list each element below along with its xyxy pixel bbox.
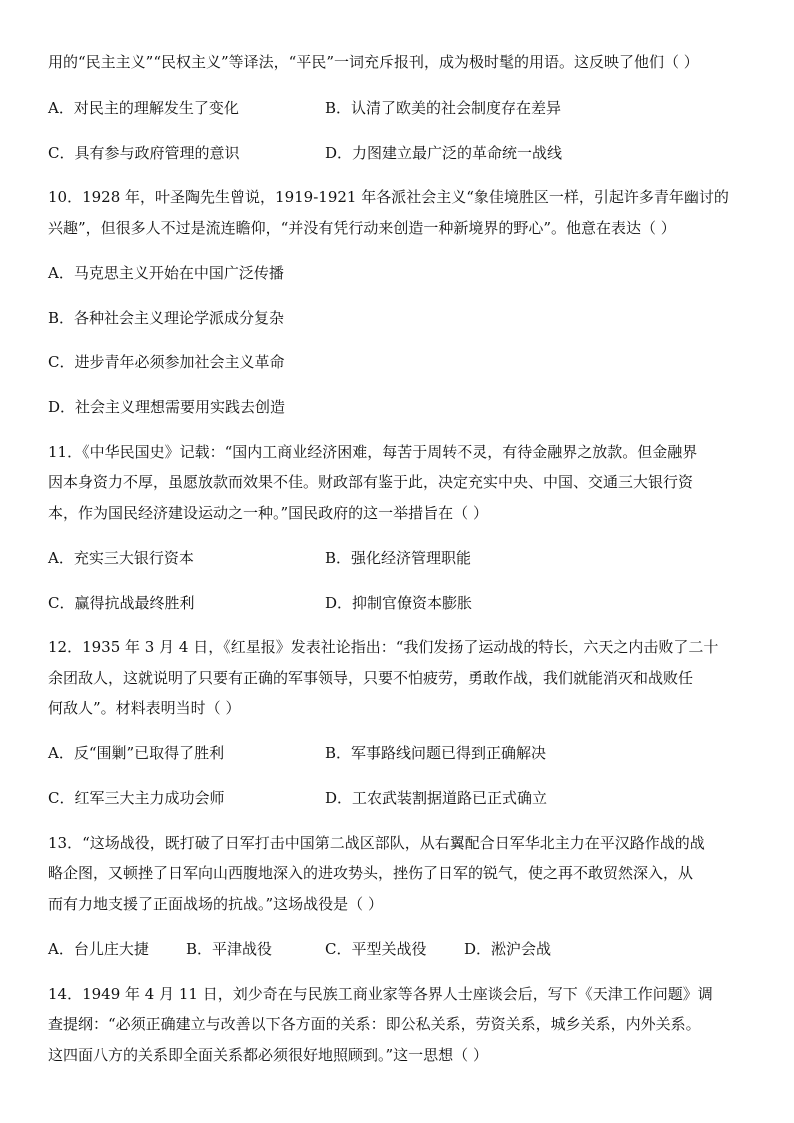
q9-stem-line: 用的“民主主义”“民权主义”等译法，“平民”一词充斥报刊，成为极时髦的用语。这反映了他们（ ）: [48, 53, 699, 71]
q12-stem-line-1: 12．1935 年 3 月 4 日，《红星报》发表社论指出：“我们发扬了运动战的特长，六天之内击败了二十: [48, 638, 719, 656]
q13-option-d[interactable]: D．淞沪会战: [464, 940, 552, 958]
q11-stem-line-1: 11．《中华民国史》记载：“国内工商业经济困难，每苦于周转不灵，有待金融界之放款。但金融界: [48, 443, 698, 461]
q9-option-c[interactable]: C．具有参与政府管理的意识: [48, 144, 240, 162]
q14-stem-line-2: 查提纲：“必须正确建立与改善以下各方面的关系：即公私关系，劳资关系，城乡关系，内外关系。: [48, 1015, 701, 1033]
q12-option-d[interactable]: D．工农武装割据道路已正式确立: [325, 789, 548, 807]
q11-stem-line-3: 本，作为国民经济建设运动之一种。”国民政府的这一举措旨在（ ）: [48, 504, 488, 522]
q11-option-c[interactable]: C．赢得抗战最终胜利: [48, 594, 195, 612]
q12-stem-line-2: 余团敌人，这就说明了只要有正确的军事领导，只要不怕疲劳，勇敢作战，我们就能消灭和战败任: [48, 669, 694, 687]
q13-stem-line-1: 13．“这场战役，既打破了日军打击中国第二战区部队，从右翼配合日军华北主力在平汉路作战的战: [48, 834, 705, 852]
q10-option-c[interactable]: C．进步青年必须参加社会主义革命: [48, 353, 285, 371]
q9-option-d[interactable]: D．力图建立最广泛的革命统一战线: [325, 144, 563, 162]
q13-stem-line-2: 略企图，又顿挫了日军向山西腹地深入的进攻势头，挫伤了日军的锐气，使之再不敢贸然深入，从: [48, 864, 694, 882]
q12-option-b[interactable]: B．军事路线问题已得到正确解决: [325, 744, 547, 762]
q13-stem-line-3: 而有力地支援了正面战场的抗战。”这场战役是（ ）: [48, 895, 383, 913]
q13-option-a[interactable]: A．台儿庄大捷: [48, 940, 149, 958]
q13-option-c[interactable]: C．平型关战役: [325, 940, 427, 958]
q11-option-d[interactable]: D．抑制官僚资本膨胀: [325, 594, 473, 612]
q13-options-row: [48, 939, 764, 959]
q9-option-b[interactable]: B．认清了欧美的社会制度存在差异: [325, 99, 562, 117]
q9-option-a[interactable]: A．对民主的理解发生了变化: [48, 99, 239, 117]
q14-stem-line-1: 14．1949 年 4 月 11 日，刘少奇在与民族工商业家等各界人士座谈会后，写下《天津工作问题》调: [48, 985, 713, 1003]
q10-option-d[interactable]: D．社会主义理想需要用实践去创造: [48, 398, 286, 416]
q10-stem-line-1: 10．1928 年，叶圣陶先生曾说，1919-1921 年各派社会主义“象佳境胜区一样，引起许多青年幽讨的: [48, 188, 729, 206]
q11-option-a[interactable]: A．充实三大银行资本: [48, 549, 194, 567]
q14-stem-line-3: 这四面八方的关系即全面关系都必须很好地照顾到。”这一思想（ ）: [48, 1046, 488, 1064]
q10-stem-line-2: 兴趣”，但很多人不过是流连瞻仰，“并没有凭行动来创造一种新境界的野心”。他意在表达（ ）: [48, 219, 676, 237]
q12-option-a[interactable]: A．反“围剿”已取得了胜利: [48, 744, 225, 762]
q12-stem-line-3: 何敌人”。材料表明当时（ ）: [48, 699, 241, 717]
q10-option-a[interactable]: A．马克思主义开始在中国广泛传播: [48, 264, 284, 282]
q11-option-b[interactable]: B．强化经济管理职能: [325, 549, 472, 567]
q11-stem-line-2: 因本身资力不厚，虽愿放款而效果不佳。财政部有鉴于此，决定充实中央、中国、交通三大银行资: [48, 473, 694, 491]
q10-option-b[interactable]: B．各种社会主义理论学派成分复杂: [48, 309, 285, 327]
q13-option-b[interactable]: B．平津战役: [186, 940, 273, 958]
q12-option-c[interactable]: C．红军三大主力成功会师: [48, 789, 225, 807]
